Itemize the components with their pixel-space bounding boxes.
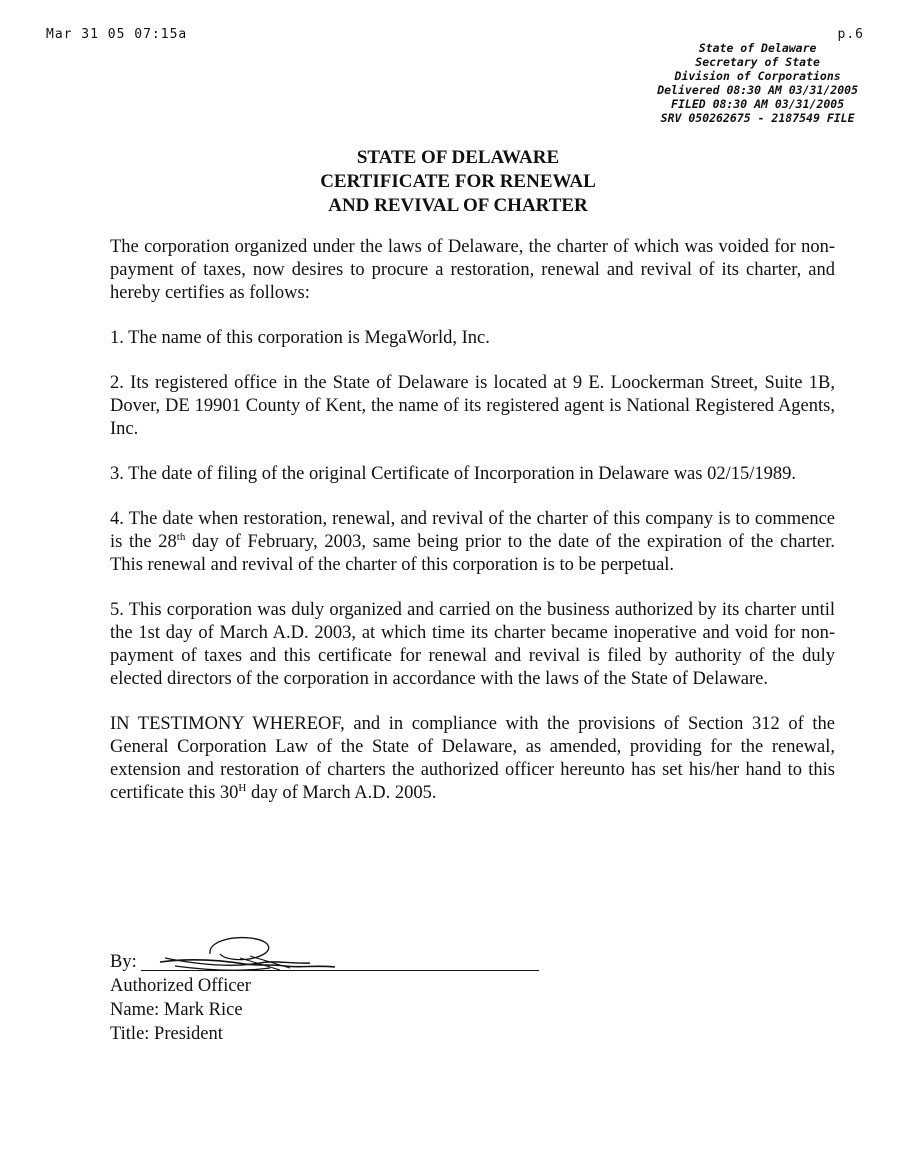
officer-name: Name: Mark Rice [110, 1000, 243, 1020]
stamp-line: SRV 050262675 - 2187549 FILE [660, 111, 855, 125]
officer-title: Title: President [110, 1024, 223, 1044]
fax-page-number: p.6 [837, 27, 864, 42]
stamp-line: Secretary of State [695, 55, 820, 69]
certificate-body [110, 236, 835, 827]
stamp-line: State of Delaware [698, 41, 817, 55]
by-label: By: [110, 952, 137, 972]
filing-stamp [657, 41, 858, 125]
item-2-paragraph: 2. Its registered office in the State of Delaware is located at 9 E. Loockerman Street, Suite 1B, Dover, DE 19901 County of Kent, the name of its registered agent is National Registered Agents, Inc. [110, 373, 835, 439]
item-5-paragraph: 5. This corporation was duly organized and carried on the business authorized by its charter until the 1st day of March A.D. 2003, at which time its charter became inoperative and void for non-payment of taxes and this certificate for renewal and revival is filed by authority of the duly elected directors of the corporation in accordance with the laws of the State of Delaware. [110, 600, 835, 689]
signature-line [110, 948, 610, 974]
document-title [0, 146, 916, 218]
item-4-text-cont: day of February, 2003, same being prior to the date of the expiration of the charter. This renewal and revival of the charter of this corporation is to be perpetual. [110, 532, 835, 575]
testimony-text-cont: day of March A.D. 2005. [246, 783, 437, 803]
title-line-2: CERTIFICATE FOR RENEWAL [320, 171, 596, 192]
testimony-superscript: H [238, 781, 247, 794]
stamp-line: Division of Corporations [674, 69, 841, 83]
stamp-line: FILED 08:30 AM 03/31/2005 [671, 97, 845, 111]
handwritten-signature [150, 928, 350, 976]
signature-block [110, 948, 610, 1046]
fax-timestamp: Mar 31 05 07:15a [46, 27, 188, 42]
item-1-paragraph: 1. The name of this corporation is MegaWorld, Inc. [110, 328, 490, 348]
testimony-paragraph [110, 713, 835, 805]
item-4-paragraph [110, 508, 835, 577]
item-3-paragraph: 3. The date of filing of the original Certificate of Incorporation in Delaware was 02/15/1989. [110, 464, 796, 484]
intro-paragraph: The corporation organized under the laws of Delaware, the charter of which was voided for non-payment of taxes, now desires to procure a restoration, renewal and revival of its charter, and hereby certifies as follows: [110, 237, 835, 303]
title-line-1: STATE OF DELAWARE [356, 147, 560, 168]
stamp-line: Delivered 08:30 AM 03/31/2005 [657, 83, 858, 97]
item-4-superscript: th [176, 530, 186, 543]
officer-label: Authorized Officer [110, 976, 251, 996]
item-4-text: 4. The date when restoration, renewal, and revival of the charter of this company is to commence is the 28 [110, 509, 835, 552]
testimony-text: IN TESTIMONY WHEREOF, and in compliance with the provisions of Section 312 of the General Corporation Law of the State of Delaware, as amended, providing for the renewal, extension and restoration of charters the authorized officer hereunto has set his/her hand to this certificate this 30 [110, 714, 835, 803]
title-line-3: AND REVIVAL OF CHARTER [328, 195, 588, 216]
